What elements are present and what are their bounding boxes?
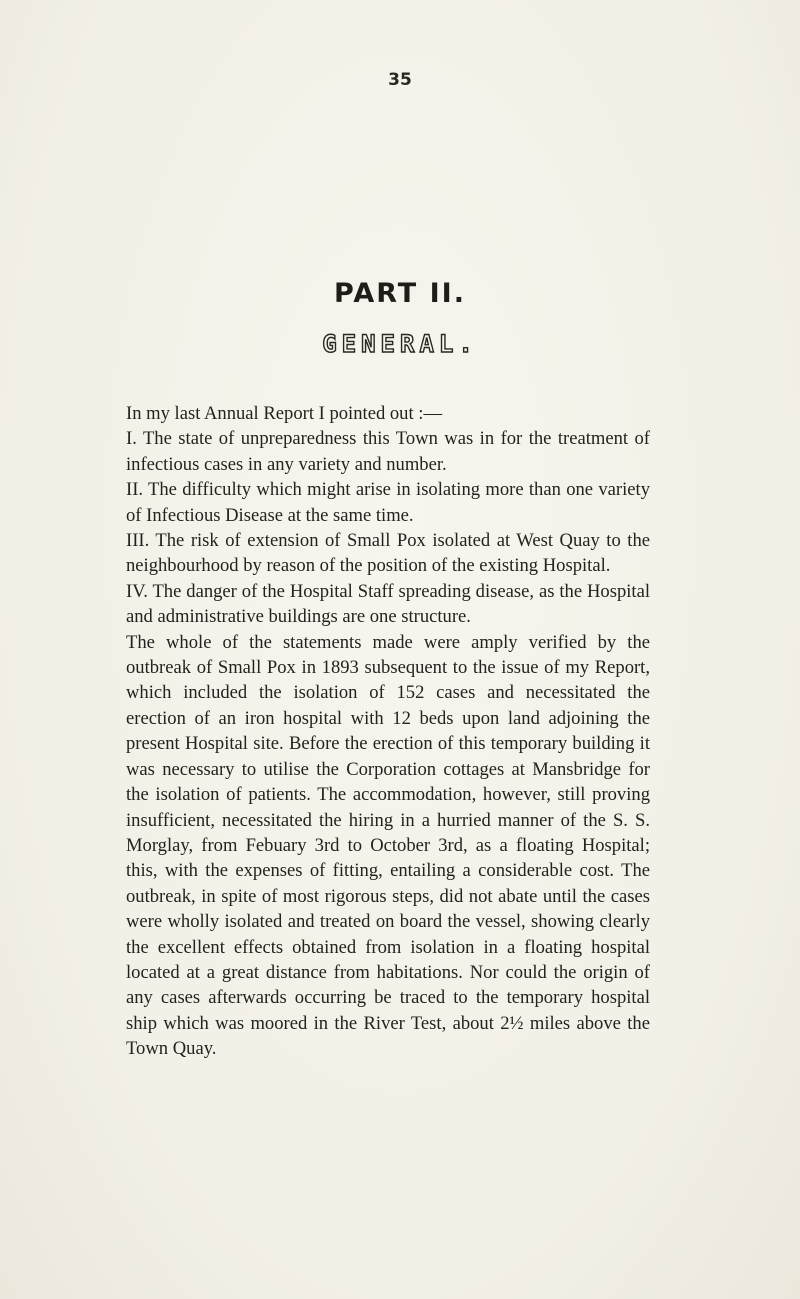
point-1: I. The state of unpreparedness this Town was in for the treatment of infectious cases in any variety and number. bbox=[126, 428, 650, 475]
part-title: PART II. bbox=[334, 278, 466, 309]
body-text bbox=[126, 401, 650, 1062]
intro-line: In my last Annual Report I pointed out :— bbox=[126, 403, 443, 424]
point-2: II. The difficulty which might arise in isolating more than one variety of Infectious Disease at the same time. bbox=[126, 479, 650, 526]
point-3: III. The risk of extension of Small Pox isolated at West Quay to the neighbourhood by reason of the position of the existing Hospital. bbox=[126, 530, 650, 577]
main-paragraph: The whole of the statements made were amply verified by the outbreak of Small Pox in 1893 subsequent to the issue of my Report, which included the isolation of 152 cases and necessitated the erection of an iron hospital with 12 beds upon land adjoining the present Hospital site. Before the erection of this temporary building it was necessary to utilise the Corporation cottages at Mansbridge for the isolation of patients. The accommodation, however, still proving insufficient, necessitated the hiring in a hurried manner of the S. S. Morglay, from Febuary 3rd to October 3rd, as a floating Hospital; this, with the expenses of fitting, entailing a considerable cost. The outbreak, in spite of most rigorous steps, did not abate until the cases were wholly isolated and treated on board the vessel, showing clearly the excellent effects obtained from isolation in a floating hospital located at a great distance from habitations. Nor could the origin of any cases afterwards occurring be traced to the temporary hospital ship which was moored in the River Test, about 2½ miles above the Town Quay. bbox=[126, 631, 650, 1060]
section-title: GENERAL. bbox=[322, 330, 478, 358]
point-4: IV. The danger of the Hospital Staff spreading disease, as the Hospital and administrative buildings are one structure. bbox=[126, 580, 650, 628]
page-number: 35 bbox=[388, 70, 412, 90]
